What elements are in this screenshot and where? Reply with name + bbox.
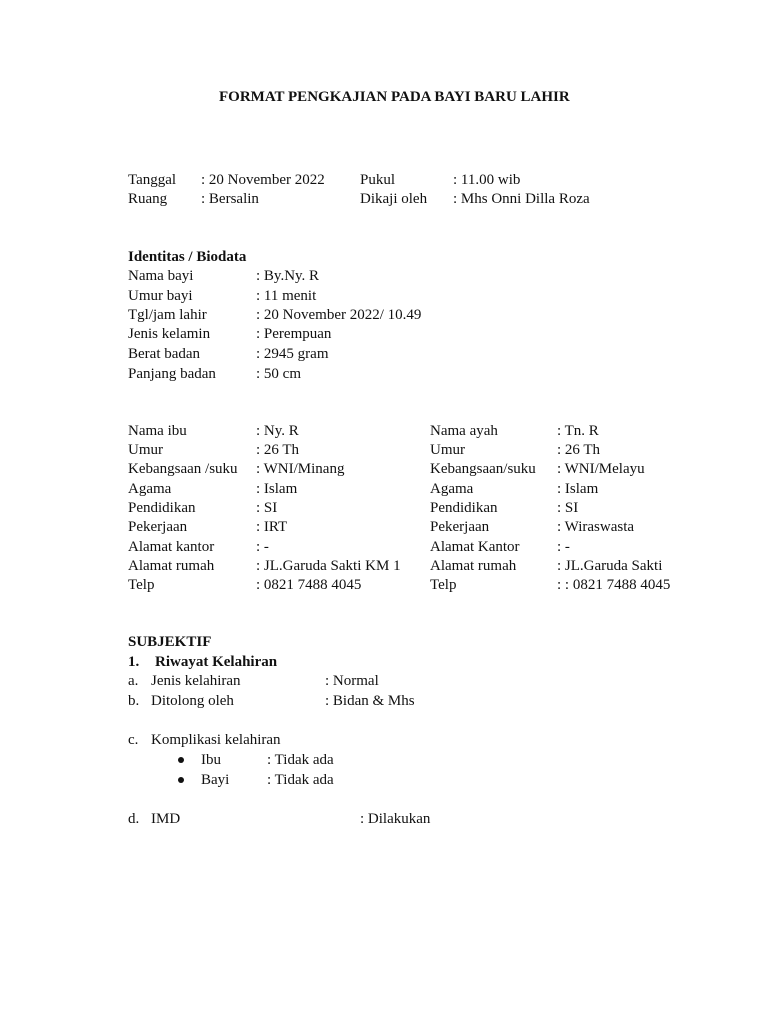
ibu-label: Umur <box>128 442 163 458</box>
ayah-label: Nama ayah <box>430 423 498 439</box>
ibu-label: Alamat kantor <box>128 539 215 555</box>
ruang-label: Ruang <box>128 191 168 207</box>
ibu-value: : 26 Th <box>256 442 300 458</box>
ayah-label: Telp <box>430 577 457 593</box>
bullet-icon <box>178 757 184 763</box>
ayah-value: : WNI/Melayu <box>557 461 645 477</box>
ayah-value: : JL.Garuda Sakti <box>557 558 663 574</box>
ibu-value: : Islam <box>256 481 298 497</box>
tanggal-value: : 20 November 2022 <box>201 172 325 188</box>
ibu-value: : WNI/Minang <box>256 461 345 477</box>
ayah-label: Umur <box>430 442 465 458</box>
page-title: FORMAT PENGKAJIAN PADA BAYI BARU LAHIR <box>219 89 570 105</box>
dikaji-value: : Mhs Onni Dilla Roza <box>453 191 590 207</box>
list-marker: b. <box>128 693 140 709</box>
ruang-value: : Bersalin <box>201 191 259 207</box>
ayah-value: : Tn. R <box>557 423 599 439</box>
riwayat-number: 1. <box>128 654 140 670</box>
komplikasi-ibu-value: : Tidak ada <box>267 752 334 768</box>
ayah-value: : Wiraswasta <box>557 519 635 535</box>
identitas-label: Tgl/jam lahir <box>128 307 207 323</box>
ibu-value: : - <box>256 539 269 555</box>
identitas-value: : 11 menit <box>256 288 317 304</box>
ayah-value: : 26 Th <box>557 442 601 458</box>
ayah-value: : - <box>557 539 570 555</box>
list-marker: c. <box>128 732 139 748</box>
ibu-label: Kebangsaan /suku <box>128 461 238 477</box>
komplikasi-label: Komplikasi kelahiran <box>151 732 281 748</box>
komplikasi-bayi-value: : Tidak ada <box>267 772 334 788</box>
imd-label: IMD <box>151 811 181 827</box>
bullet-icon <box>178 777 184 783</box>
ayah-label: Pendidikan <box>430 500 498 516</box>
identitas-value: : Perempuan <box>256 326 332 342</box>
riwayat-heading: Riwayat Kelahiran <box>155 654 278 670</box>
ayah-value: : SI <box>557 500 579 516</box>
ayah-value: : : 0821 7488 4045 <box>557 577 671 593</box>
jenis-kelahiran-value: : Normal <box>325 673 379 689</box>
ibu-value: : Ny. R <box>256 423 299 439</box>
identitas-value: : 50 cm <box>256 366 301 382</box>
identitas-value: : By.Ny. R <box>256 268 320 284</box>
identitas-label: Panjang badan <box>128 366 216 382</box>
ibu-label: Nama ibu <box>128 423 187 439</box>
ayah-label: Pekerjaan <box>430 519 490 535</box>
tanggal-label: Tanggal <box>128 172 177 188</box>
identitas-label: Umur bayi <box>128 288 193 304</box>
pukul-label: Pukul <box>360 172 396 188</box>
identitas-value: : 20 November 2022/ 10.49 <box>256 307 422 323</box>
ayah-label: Kebangsaan/suku <box>430 461 536 477</box>
ibu-label: Telp <box>128 577 155 593</box>
ibu-value: : IRT <box>256 519 288 535</box>
ayah-label: Alamat Kantor <box>430 539 520 555</box>
ditolong-value: : Bidan & Mhs <box>325 693 415 709</box>
pukul-value: : 11.00 wib <box>453 172 521 188</box>
ayah-label: Agama <box>430 481 474 497</box>
identitas-heading: Identitas / Biodata <box>128 249 247 265</box>
ibu-label: Pekerjaan <box>128 519 188 535</box>
ibu-label: Pendidikan <box>128 500 196 516</box>
identitas-label: Nama bayi <box>128 268 194 284</box>
ibu-value: : 0821 7488 4045 <box>256 577 362 593</box>
dikaji-label: Dikaji oleh <box>360 191 428 207</box>
ibu-value: : JL.Garuda Sakti KM 1 <box>256 558 401 574</box>
jenis-kelahiran-label: Jenis kelahiran <box>151 673 241 689</box>
identitas-label: Berat badan <box>128 346 201 362</box>
imd-value: : Dilakukan <box>360 811 431 827</box>
ibu-label: Alamat rumah <box>128 558 215 574</box>
komplikasi-ibu-label: Ibu <box>201 752 221 768</box>
identitas-value: : 2945 gram <box>256 346 329 362</box>
subjektif-heading: SUBJEKTIF <box>128 634 212 650</box>
ibu-value: : SI <box>256 500 278 516</box>
list-marker: d. <box>128 811 140 827</box>
identitas-label: Jenis kelamin <box>128 326 211 342</box>
list-marker: a. <box>128 673 139 689</box>
ayah-label: Alamat rumah <box>430 558 517 574</box>
ditolong-label: Ditolong oleh <box>151 693 234 709</box>
komplikasi-bayi-label: Bayi <box>201 772 230 788</box>
ibu-label: Agama <box>128 481 172 497</box>
ayah-value: : Islam <box>557 481 599 497</box>
